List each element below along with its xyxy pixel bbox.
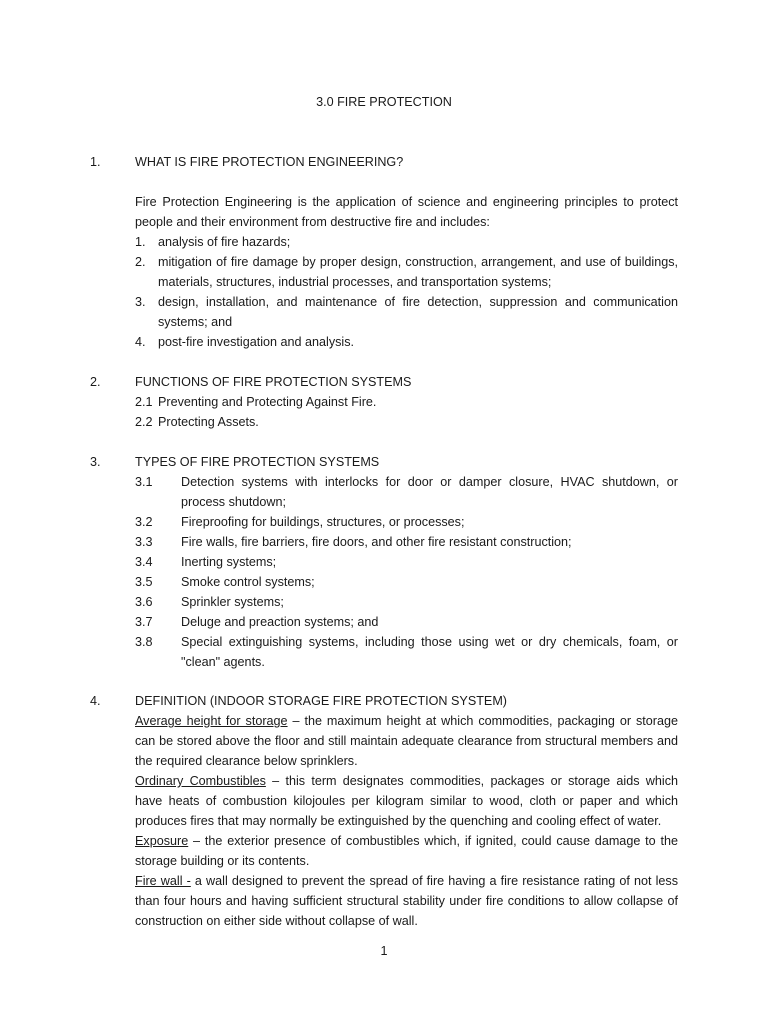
list-text: Protecting Assets. — [158, 415, 259, 429]
list-item — [135, 472, 678, 512]
list-number: 3.8 — [135, 635, 153, 649]
list-item — [135, 392, 678, 412]
list-number: 2. — [135, 255, 146, 269]
list-number: 3.1 — [135, 475, 153, 489]
list-item — [135, 572, 678, 592]
list-number: 3.3 — [135, 535, 153, 549]
list-item — [135, 232, 678, 252]
list-text: design, installation, and maintenance of fire detection, suppression and communication systems; and — [158, 295, 678, 329]
list-item — [135, 592, 678, 612]
section-heading: FUNCTIONS OF FIRE PROTECTION SYSTEMS — [135, 375, 412, 389]
list-text: Deluge and preaction systems; and — [181, 615, 379, 629]
definition-text: – this term designates commodities, packages or storage aids which have heats of combustion kilojoules per kilogram similar to wood, cloth or paper and which produces fires that may normally be extinguished by the quenching and cooling effect of water. — [135, 774, 678, 828]
list-number: 3.5 — [135, 575, 153, 589]
numbered-list — [135, 392, 678, 432]
list-text: Inerting systems; — [181, 555, 277, 569]
section-number: 4. — [90, 694, 101, 708]
section-number: 2. — [90, 375, 101, 389]
definition-text: a wall designed to prevent the spread of fire having a fire resistance rating of not less than four hours and having sufficient structural stability under fire conditions to allow collapse of construction on either side without collapse of wall. — [135, 874, 678, 928]
list-item — [135, 512, 678, 532]
document-title: 3.0 FIRE PROTECTION — [316, 95, 452, 109]
list-item — [135, 552, 678, 572]
list-text: Smoke control systems; — [181, 575, 315, 589]
definition-term: Ordinary Combustibles — [135, 774, 266, 788]
list-item — [135, 252, 678, 292]
list-text: Preventing and Protecting Against Fire. — [158, 395, 377, 409]
definition-paragraph — [135, 771, 678, 831]
list-number: 2.1 — [135, 395, 153, 409]
list-item — [135, 412, 678, 432]
definition-text: – the maximum height at which commodities, packaging or storage can be stored above the floor and still maintain adequate clearance from structural members and the required clearance below sprinklers. — [135, 714, 678, 768]
list-text: post-fire investigation and analysis. — [158, 335, 355, 349]
list-number: 3.7 — [135, 615, 153, 629]
list-text: Sprinkler systems; — [181, 595, 284, 609]
numbered-list — [135, 472, 678, 672]
definition-paragraph — [135, 871, 678, 931]
list-number: 3.6 — [135, 595, 153, 609]
definition-term: Fire wall - — [135, 874, 191, 888]
section-heading: TYPES OF FIRE PROTECTION SYSTEMS — [135, 455, 380, 469]
definition-term: Average height for storage — [135, 714, 288, 728]
section-number: 3. — [90, 455, 101, 469]
list-number: 4. — [135, 335, 146, 349]
list-number: 3.4 — [135, 555, 153, 569]
list-text: Special extinguishing systems, including those using wet or dry chemicals, foam, or "clean" agents. — [181, 635, 678, 669]
list-text: Fire walls, fire barriers, fire doors, and other fire resistant construction; — [181, 535, 572, 549]
list-number: 1. — [135, 235, 146, 249]
list-number: 2.2 — [135, 415, 153, 429]
definition-term: Exposure — [135, 834, 189, 848]
section-intro: Fire Protection Engineering is the application of science and engineering principles to protect people and their environment from destructive fire and includes: — [135, 195, 678, 229]
page-number: 1 — [380, 944, 388, 958]
list-number: 3. — [135, 295, 146, 309]
numbered-list — [135, 232, 678, 352]
section-heading: DEFINITION (INDOOR STORAGE FIRE PROTECTION SYSTEM) — [135, 694, 508, 708]
list-text: mitigation of fire damage by proper design, construction, arrangement, and use of buildings, materials, structures, industrial processes, and transportation systems; — [158, 255, 678, 289]
section-number: 1. — [90, 155, 101, 169]
definition-text: – the exterior presence of combustibles which, if ignited, could cause damage to the storage building or its contents. — [135, 834, 678, 868]
list-number: 3.2 — [135, 515, 153, 529]
list-item — [135, 532, 678, 552]
list-text: Fireproofing for buildings, structures, or processes; — [181, 515, 465, 529]
definition-paragraph — [135, 711, 678, 771]
list-item — [135, 612, 678, 632]
list-item — [135, 332, 678, 352]
list-item — [135, 292, 678, 332]
list-item — [135, 632, 678, 672]
list-text: analysis of fire hazards; — [158, 235, 291, 249]
definition-paragraph — [135, 831, 678, 871]
section-heading: WHAT IS FIRE PROTECTION ENGINEERING? — [135, 155, 404, 169]
list-text: Detection systems with interlocks for door or damper closure, HVAC shutdown, or process shutdown; — [181, 475, 678, 509]
